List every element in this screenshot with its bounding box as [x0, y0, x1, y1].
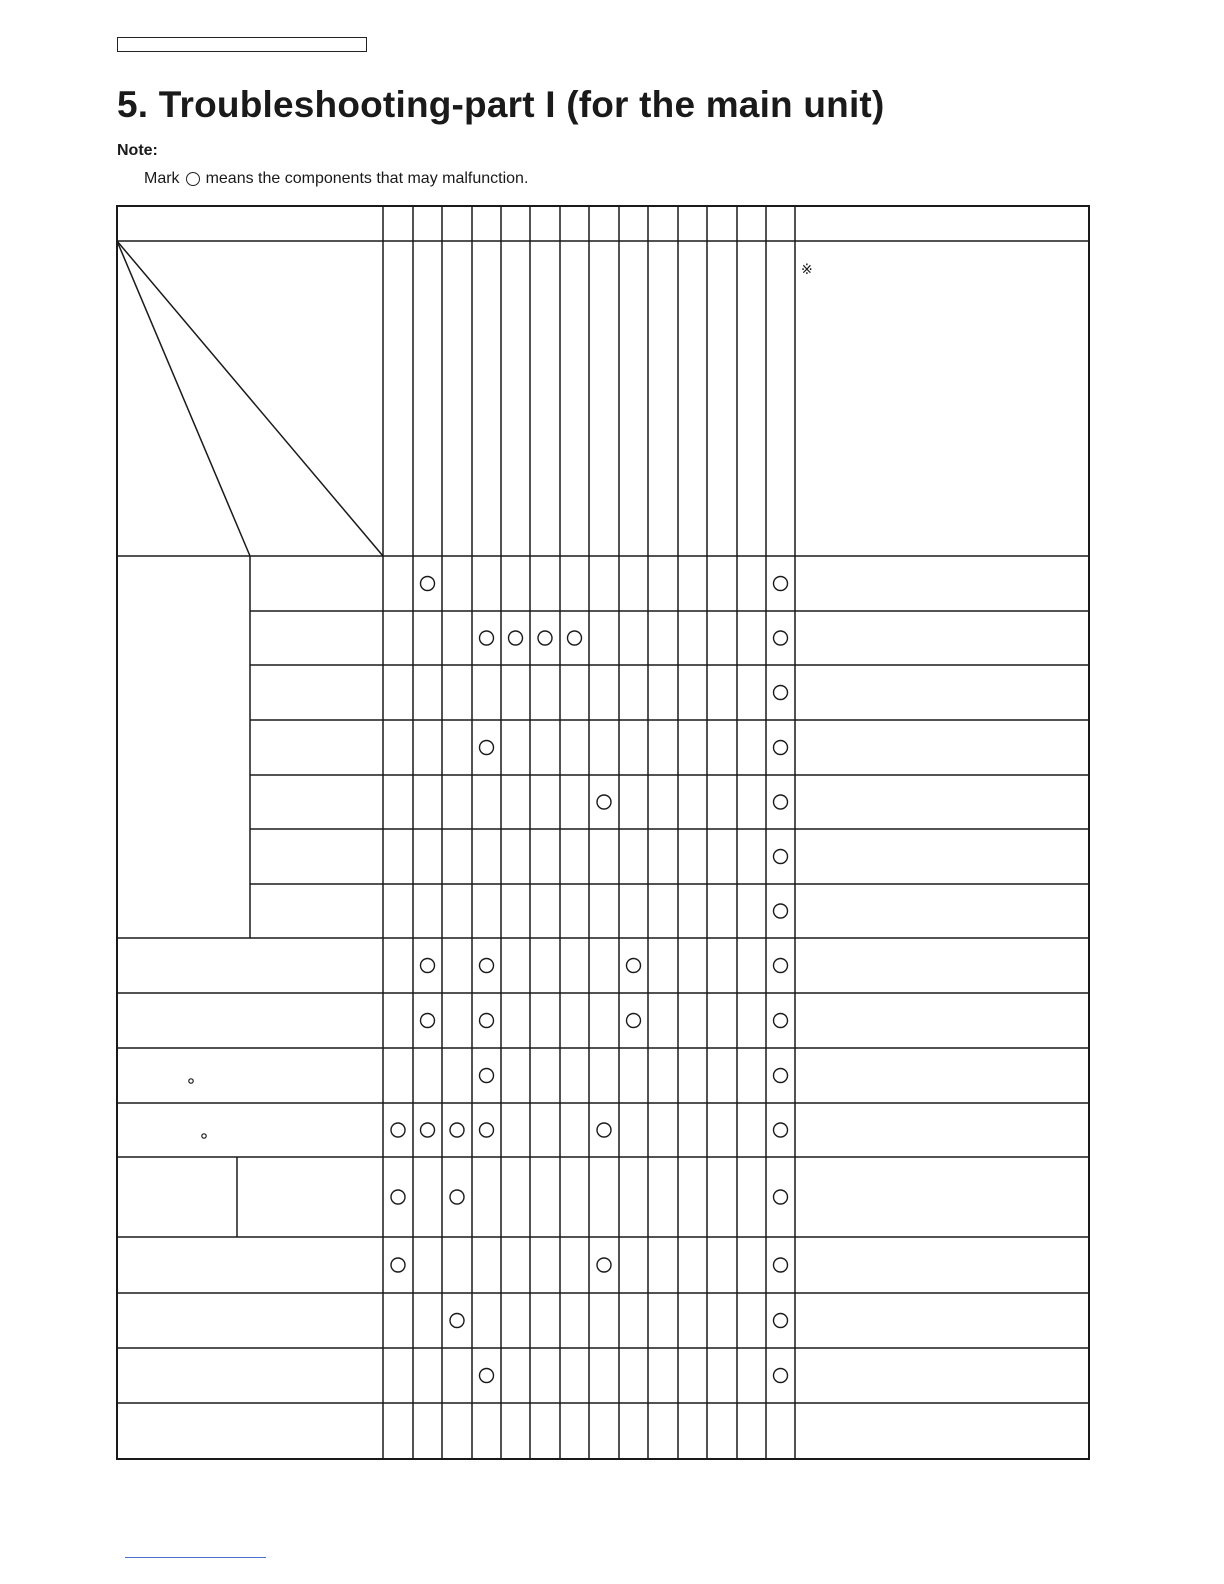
degree-mark-icon [189, 1079, 193, 1083]
note-suffix: means the components that may malfunction. [205, 170, 529, 187]
malfunction-mark-icon [391, 1123, 405, 1137]
malfunction-mark-icon [421, 1123, 435, 1137]
malfunction-mark-icon [568, 631, 582, 645]
malfunction-mark-icon [774, 686, 788, 700]
malfunction-mark-icon [509, 631, 523, 645]
malfunction-mark-icon [450, 1314, 464, 1328]
malfunction-mark-icon [774, 959, 788, 973]
malfunction-mark-icon [774, 1123, 788, 1137]
malfunction-mark-icon [480, 741, 494, 755]
malfunction-mark-icon [480, 1369, 494, 1383]
reference-mark-icon: ※ [801, 262, 813, 278]
malfunction-mark-icon [391, 1190, 405, 1204]
malfunction-mark-icon [774, 1314, 788, 1328]
malfunction-mark-icon [774, 1014, 788, 1028]
malfunction-mark-icon [480, 959, 494, 973]
malfunction-mark-icon [421, 577, 435, 591]
note-label: Note: [117, 142, 158, 159]
degree-mark-icon [202, 1134, 206, 1138]
malfunction-mark-icon [480, 1069, 494, 1083]
malfunction-mark-icon [774, 577, 788, 591]
malfunction-mark-icon [774, 904, 788, 918]
note-prefix: Mark [144, 170, 180, 187]
malfunction-mark-icon [774, 1190, 788, 1204]
malfunction-mark-icon [480, 1123, 494, 1137]
malfunction-mark-icon [774, 1069, 788, 1083]
malfunction-mark-icon [597, 1258, 611, 1272]
malfunction-mark-icon [774, 631, 788, 645]
malfunction-mark-icon [597, 1123, 611, 1137]
malfunction-mark-icon [450, 1123, 464, 1137]
malfunction-mark-icon [538, 631, 552, 645]
malfunction-mark-icon [774, 1369, 788, 1383]
diagonal-header-line [117, 241, 383, 556]
malfunction-mark-icon [391, 1258, 405, 1272]
malfunction-mark-icon [774, 741, 788, 755]
malfunction-mark-icon [627, 1014, 641, 1028]
malfunction-mark-icon [774, 1258, 788, 1272]
page-title: 5. Troubleshooting-part I (for the main unit) [117, 84, 885, 125]
malfunction-mark-icon [480, 1014, 494, 1028]
footer-link-underline [125, 1557, 266, 1558]
malfunction-mark-icon [597, 795, 611, 809]
malfunction-mark-icon [774, 850, 788, 864]
malfunction-mark-icon [774, 795, 788, 809]
diagonal-header-line [117, 241, 250, 556]
malfunction-mark-icon [421, 959, 435, 973]
malfunction-mark-icon [627, 959, 641, 973]
malfunction-mark-icon [421, 1014, 435, 1028]
malfunction-mark-icon [480, 631, 494, 645]
malfunction-mark-icon [450, 1190, 464, 1204]
table-border [117, 206, 1089, 1459]
